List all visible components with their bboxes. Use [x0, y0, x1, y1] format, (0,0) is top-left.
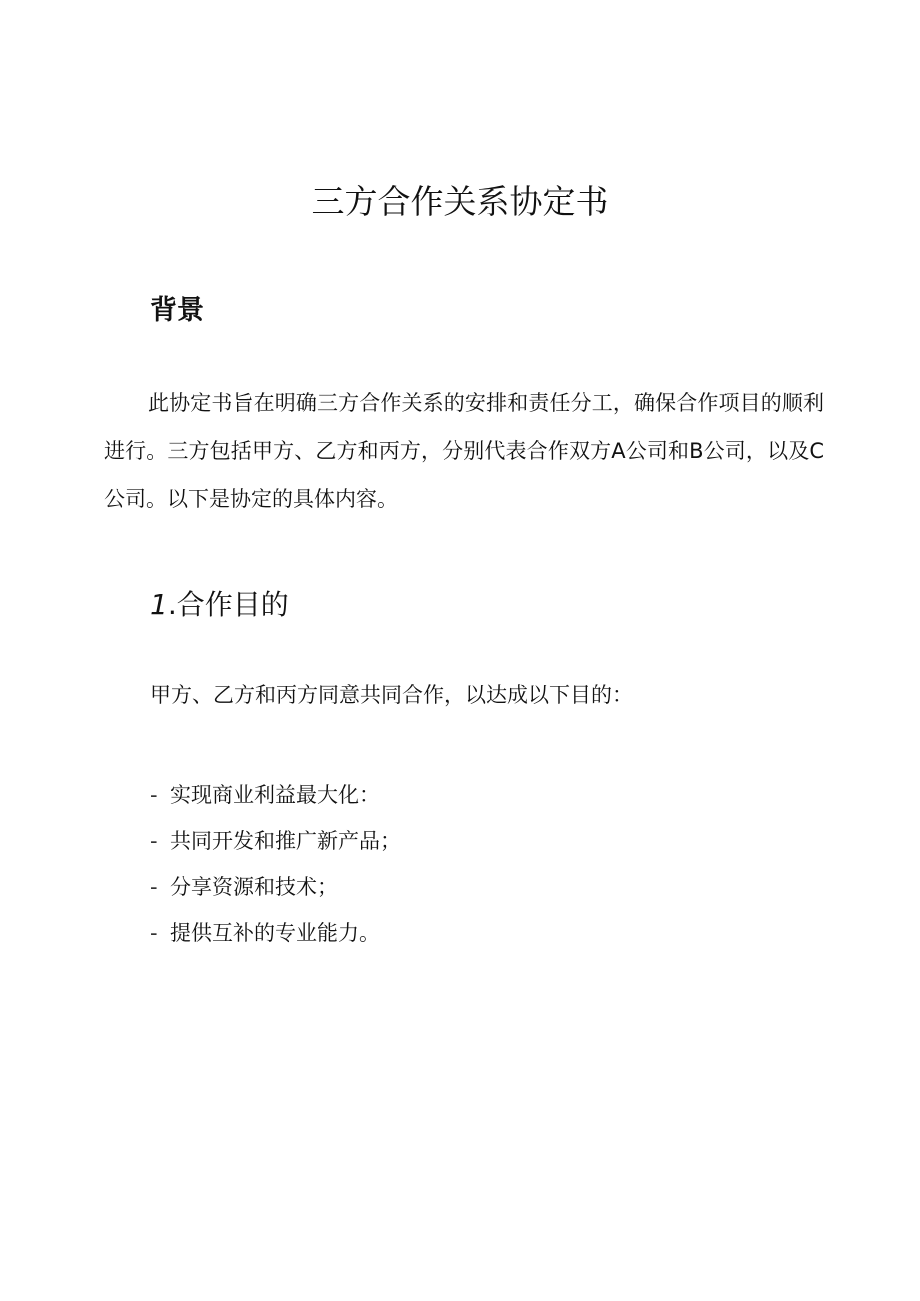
purpose-intro: 甲方、乙方和丙方同意共同合作，以达成以下目的：	[150, 683, 633, 707]
list-bullet: -	[150, 921, 158, 945]
background-paragraph: 此协定书旨在明确三方合作关系的安排和责任分工，确保合作项目的顺利进行。三方包括甲方、乙方和丙方，分别代表合作双方A公司和B公司，以及C公司。以下是协定的具体内容。	[104, 391, 824, 511]
list-bullet: -	[150, 875, 158, 899]
list-item	[150, 818, 401, 864]
list-item	[150, 910, 401, 956]
section-heading-background: 背景	[150, 295, 204, 326]
section-heading-text: .合作目的	[167, 588, 289, 621]
document-title: 三方合作关系协定书	[311, 182, 609, 221]
list-item-text: 分享资源和技术；	[170, 875, 338, 899]
section-number: 1	[150, 588, 168, 621]
list-item-text: 实现商业利益最大化：	[170, 783, 380, 807]
list-item-text: 提供互补的专业能力。	[170, 921, 380, 945]
purpose-list	[150, 772, 401, 956]
list-bullet: -	[150, 783, 158, 807]
list-bullet: -	[150, 829, 158, 853]
list-item-text: 共同开发和推广新产品；	[170, 829, 401, 853]
section-heading-purpose	[150, 585, 289, 625]
list-item	[150, 772, 401, 818]
list-item	[150, 864, 401, 910]
